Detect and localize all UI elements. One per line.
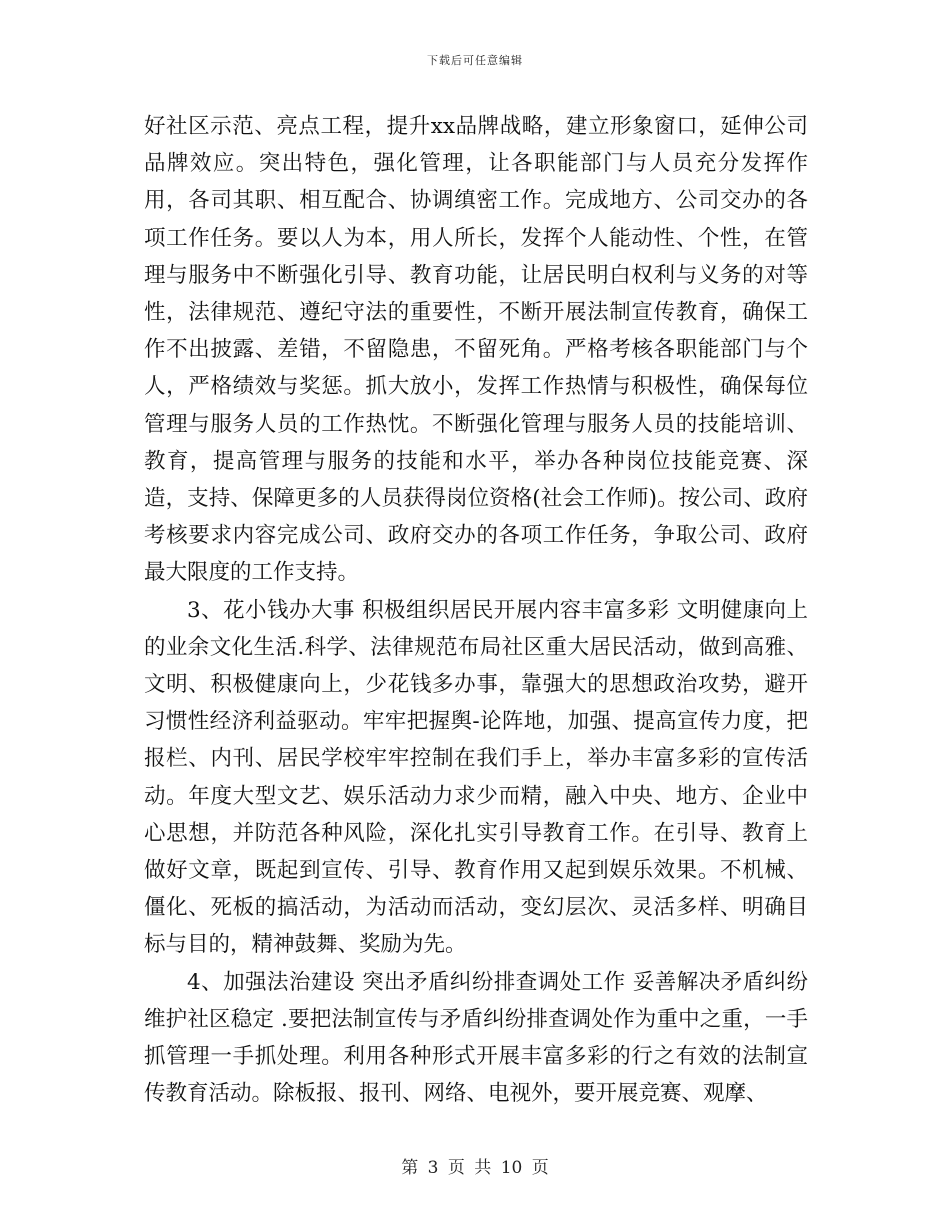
paragraph-1: 好社区示范、亮点工程，提升xx品牌战略，建立形象窗口，延伸公司品牌效应。突出特色，强化管理，让各职能部门与人员充分发挥作用，各司其职、相互配合、协调缜密工作。完成地方、公司交办的各项工作任务。要以人为本，用人所长，发挥个人能动性、个性，在管理与服务中不断强化引导、教育功能，让居民明白权利与义务的对等性，法律规范、遵纪守法的重要性，不断开展法制宣传教育，确保工作不出披露、差错，不留隐患，不留死角。严格考核各职能部门与个人，严格绩效与奖惩。抓大放小，发挥工作热情与积极性，确保每位管理与服务人员的工作热忱。不断强化管理与服务人员的技能培训、教育，提高管理与服务的技能和水平，举办各种岗位技能竞赛、深造，支持、保障更多的人员获得岗位资格(社会工作师)。按公司、政府考核要求内容完成公司、政府交办的各项工作任务，争取公司、政府最大限度的工作支持。 (144, 114, 808, 586)
document-body (144, 108, 808, 1112)
paragraph-2: 3、花小钱办大事 积极组织居民开展内容丰富多彩 文明健康向上的业余文化生活.科学、法律规范布局社区重大居民活动，做到高雅、文明、积极健康向上，少花钱多办事，靠强大的思想政治攻势，避开习惯性经济利益驱动。牢牢把握舆-论阵地，加强、提高宣传力度，把报栏、内刊、居民学校牢牢控制在我们手上，举办丰富多彩的宣传活动。年度大型文艺、娱乐活动力求少而精，融入中央、地方、企业中心思想，并防范各种风险，深化扎实引导教育工作。在引导、教育上做好文章，既起到宣传、引导、教育作用又起到娱乐效果。不机械、僵化、死板的搞活动，为活动而活动，变幻层次、灵活多样、明确目标与目的，精神鼓舞、奖励为先。 (144, 597, 808, 958)
page-header: 下载后可任意编辑 (427, 54, 523, 67)
page-footer: 第 3 页 共 10 页 (401, 1158, 549, 1178)
paragraph-3: 4、加强法治建设 突出矛盾纠纷排查调处工作 妥善解决矛盾纠纷维护社区稳定 .要把法制宣传与矛盾纠纷排查调处作为重中之重，一手抓管理一手抓处理。利用各种形式开展丰富多彩的行之有效的法制宣传教育活动。除板报、报刊、网络、电视外，要开展竞赛、观摩、 (144, 969, 808, 1107)
